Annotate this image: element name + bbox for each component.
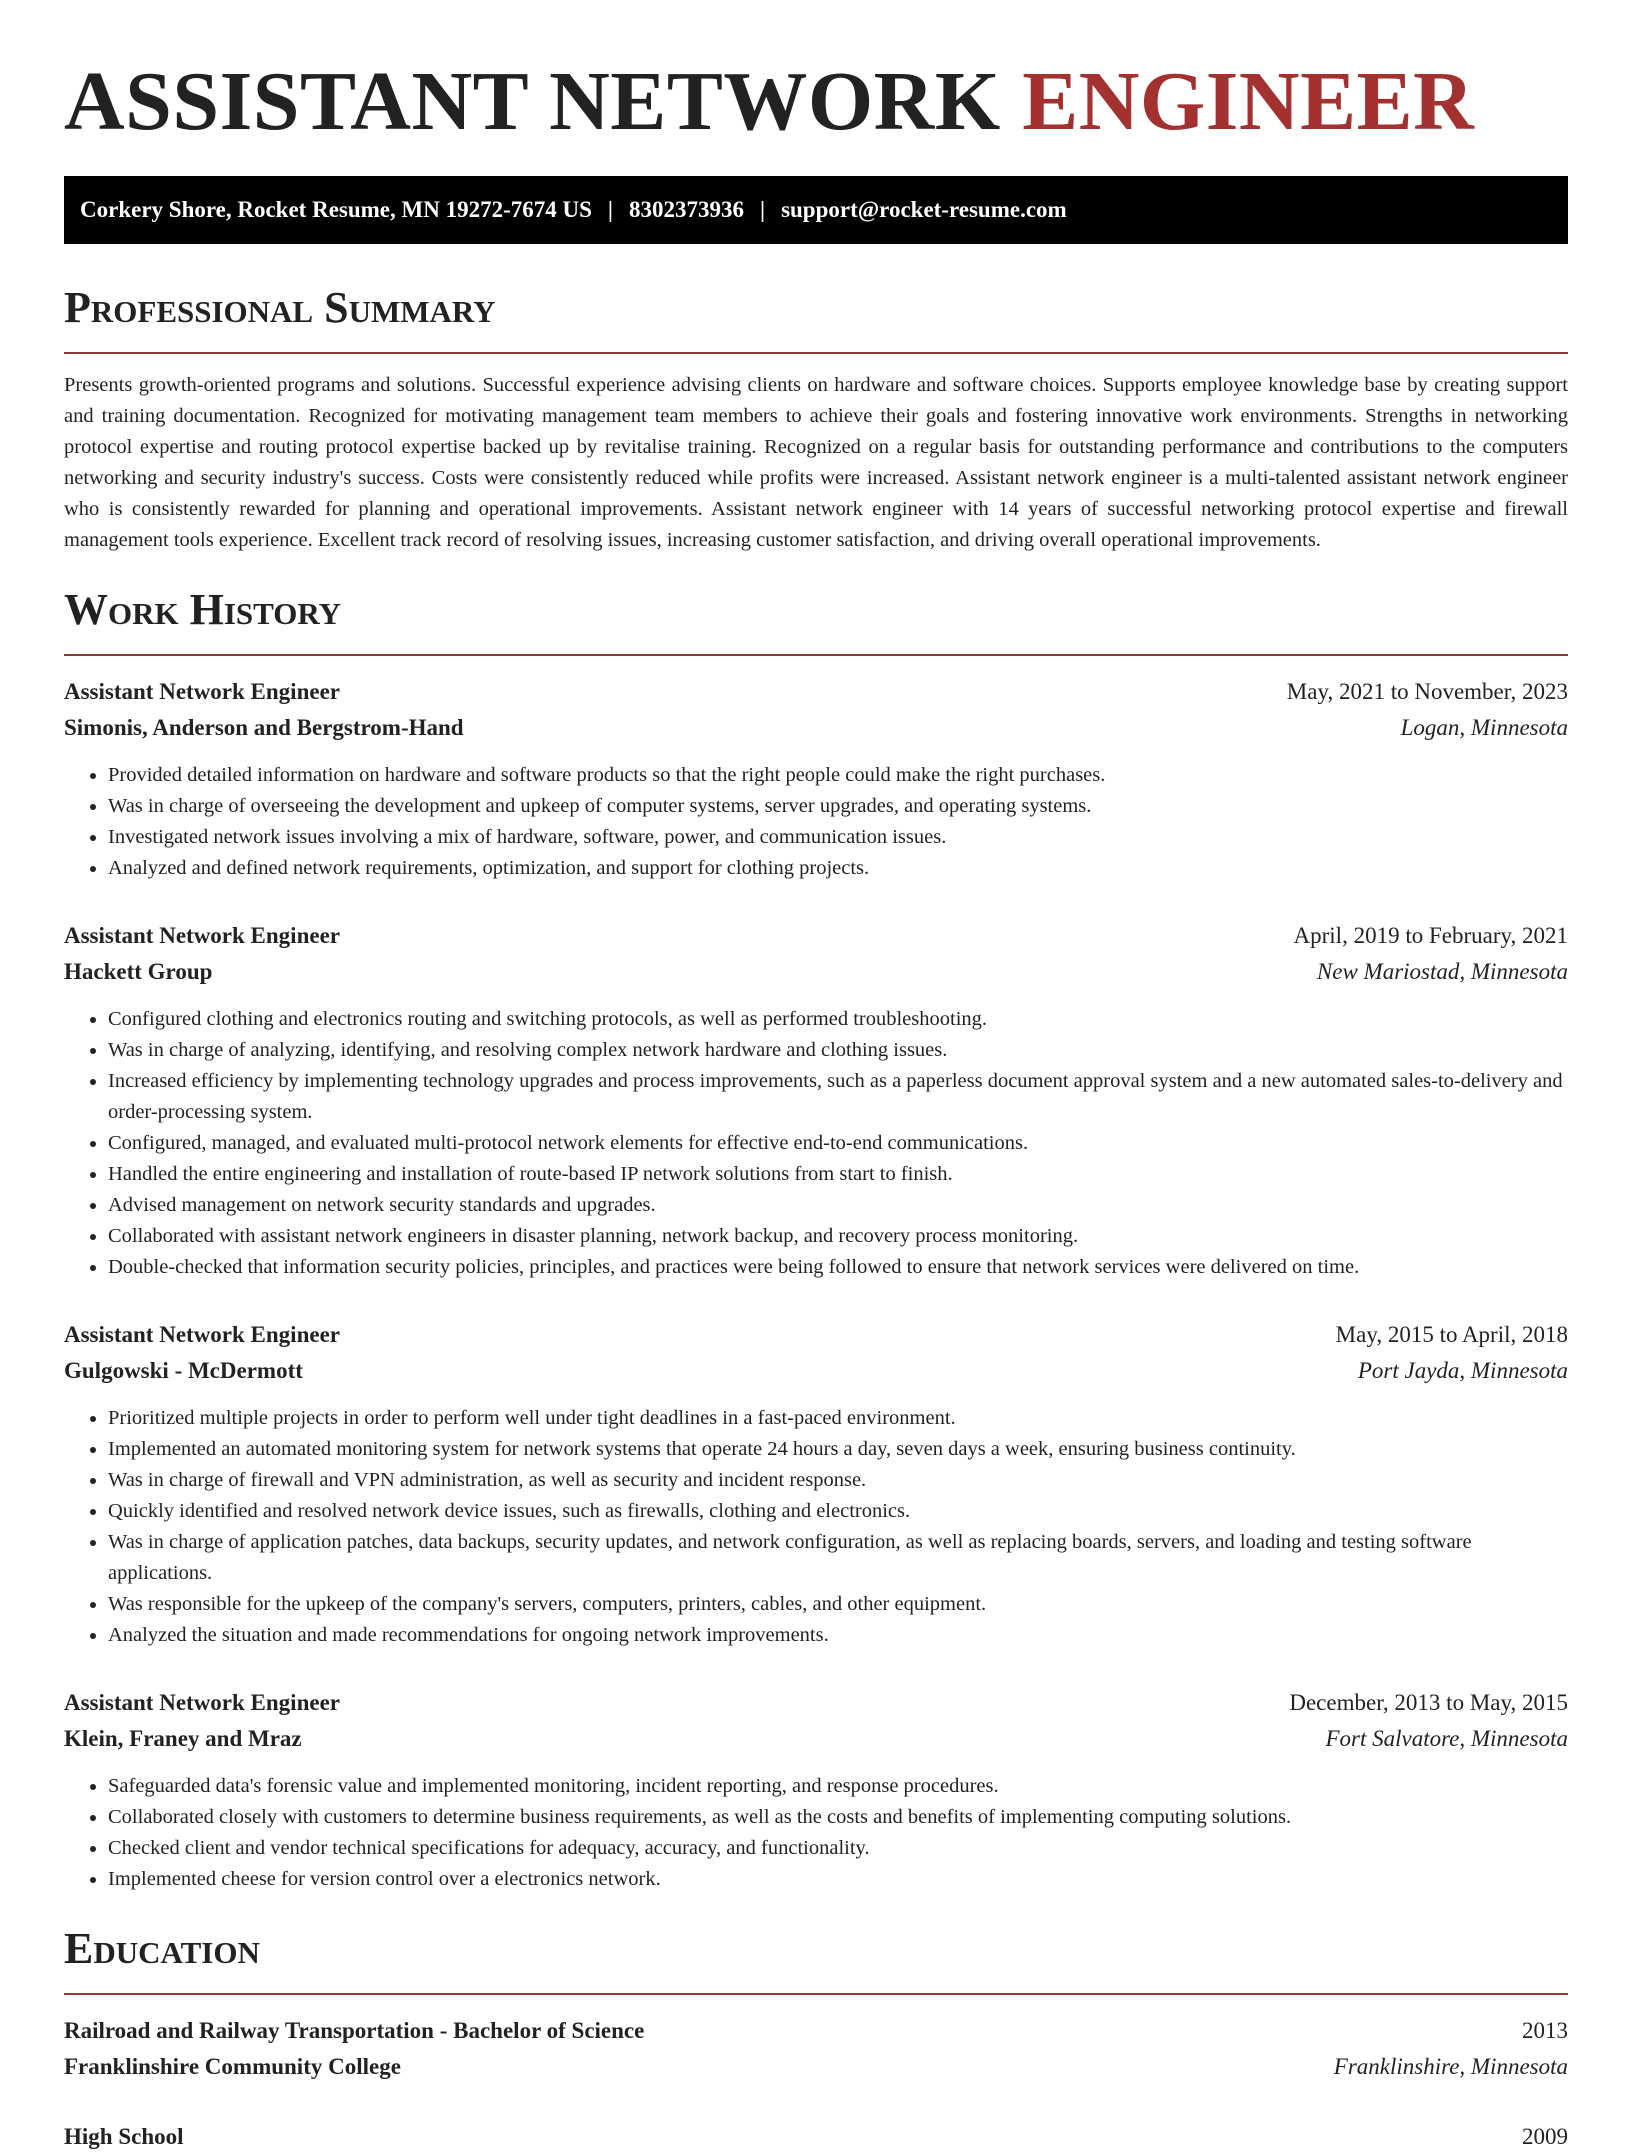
job-bullet: • Analyzed and defined network requirements, optimization, and support for clothing projects.: [108, 853, 1568, 884]
job-company: Simonis, Anderson and Bergstrom-Hand: [64, 715, 464, 740]
job-bullet: • Was in charge of analyzing, identifying, and resolving complex network hardware and clothing issues.: [108, 1035, 1568, 1066]
job-bullet: • Configured clothing and electronics routing and switching protocols, as well as performed troubleshooting.: [108, 1004, 1568, 1035]
contact-address: Corkery Shore, Rocket Resume, MN 19272-7674 US: [80, 197, 592, 222]
job-location: Logan, Minnesota: [1400, 715, 1568, 740]
summary-text: Presents growth-oriented programs and solutions. Successful experience advising clients on hardware and software choices. Supports employee knowledge base by creating support and training documentation. Recognized for motivating management team members to achieve their goals and fostering innovative work environments. Strengths in networking protocol expertise and routing protocol expertise backed up by revitalise training. Recognized on a regular basis for outstanding performance and contributions to the computers networking and security industry's success. Costs were consistently reduced while profits were increased. Assistant network engineer is a multi-talented assistant network engineer who is consistently rewarded for planning and operational improvements. Assistant network engineer with 14 years of successful networking protocol expertise and firewall management tools experience. Excellent track record of resolving issues, increasing customer satisfaction, and driving overall operational improvements.: [64, 374, 1568, 551]
job-company-row: [64, 954, 1568, 990]
job-company: Hackett Group: [64, 959, 213, 984]
job-bullet: • Handled the entire engineering and installation of route-based IP network solutions from start to finish.: [108, 1159, 1568, 1190]
job-company-row: [64, 1353, 1568, 1389]
job-bullet: • Quickly identified and resolved network device issues, such as firewalls, clothing and electronics.: [108, 1496, 1568, 1527]
name-accent: ENGINEER: [1022, 55, 1475, 148]
job-entry: [64, 1685, 1568, 1895]
job-bullet: • Was in charge of application patches, data backups, security updates, and network configuration, as well as replacing boards, servers, and loading and testing software applications.: [108, 1527, 1568, 1589]
section-title-summary: Professional Summary: [64, 283, 496, 332]
job-bullets: [64, 760, 1568, 884]
job-bullet: • Provided detailed information on hardware and software products so that the right people could make the right purchases.: [108, 760, 1568, 791]
section-divider: [64, 352, 1568, 354]
resume-name-heading: [64, 0, 1568, 152]
contact-phone: 8302373936: [628, 197, 744, 222]
job-title: Assistant Network Engineer: [64, 1690, 340, 1715]
job-bullets: [64, 1004, 1568, 1283]
job-bullet: • Double-checked that information security policies, principles, and practices were being followed to ensure that network services were delivered on time.: [108, 1252, 1568, 1283]
section-title-education: Education: [64, 1924, 260, 1973]
education-section: [64, 1921, 1568, 2155]
job-header-row: [64, 674, 1568, 710]
contact-email: support@rocket-resume.com: [781, 197, 1067, 222]
job-dates: December, 2013 to May, 2015: [1289, 1690, 1568, 1715]
job-title: Assistant Network Engineer: [64, 1322, 340, 1347]
job-bullets: [64, 1771, 1568, 1895]
job-entry: [64, 674, 1568, 884]
name-main: ASSISTANT NETWORK: [64, 55, 1001, 148]
job-title: Assistant Network Engineer: [64, 923, 340, 948]
job-bullet: • Safeguarded data's forensic value and implemented monitoring, incident reporting, and response procedures.: [108, 1771, 1568, 1802]
job-bullet: • Collaborated with assistant network engineers in disaster planning, network backup, and recovery process monitoring.: [108, 1221, 1568, 1252]
education-location: Franklinshire, Minnesota: [1333, 2054, 1568, 2079]
education-year: 2009: [1522, 2124, 1568, 2149]
education-degree: Railroad and Railway Transportation - Bachelor of Science: [64, 2018, 645, 2043]
job-dates: May, 2021 to November, 2023: [1286, 679, 1568, 704]
job-bullet: • Configured, managed, and evaluated multi-protocol network elements for effective end-to-end communications.: [108, 1128, 1568, 1159]
education-degree-row: [64, 2119, 1568, 2155]
job-company: Gulgowski - McDermott: [64, 1358, 303, 1383]
job-bullet: • Increased efficiency by implementing technology upgrades and process improvements, such as a paperless document approval system and a new automated sales-to-delivery and order-processing system.: [108, 1066, 1568, 1128]
job-title: Assistant Network Engineer: [64, 679, 340, 704]
education-school-row: [64, 2049, 1568, 2085]
work-history-section: [64, 582, 1568, 1895]
job-bullet: • Was responsible for the upkeep of the company's servers, computers, printers, cables, and other equipment.: [108, 1589, 1568, 1620]
education-degree-row: [64, 2013, 1568, 2049]
job-bullet: • Prioritized multiple projects in order to perform well under tight deadlines in a fast-paced environment.: [108, 1403, 1568, 1434]
job-bullet: • Collaborated closely with customers to determine business requirements, as well as the costs and benefits of implementing computing solutions.: [108, 1802, 1568, 1833]
job-entry: [64, 1317, 1568, 1651]
job-bullet: • Advised management on network security standards and upgrades.: [108, 1190, 1568, 1221]
section-divider: [64, 1993, 1568, 1995]
job-location: New Mariostad, Minnesota: [1316, 959, 1568, 984]
job-header-row: [64, 918, 1568, 954]
job-dates: May, 2015 to April, 2018: [1335, 1322, 1568, 1347]
job-company: Klein, Franey and Mraz: [64, 1726, 302, 1751]
job-bullet: • Checked client and vendor technical specifications for adequacy, accuracy, and functionality.: [108, 1833, 1568, 1864]
contact-separator: |: [759, 197, 766, 222]
education-year: 2013: [1522, 2018, 1568, 2043]
education-school: Franklinshire Community College: [64, 2054, 401, 2079]
job-bullet: • Was in charge of firewall and VPN administration, as well as security and incident response.: [108, 1465, 1568, 1496]
job-header-row: [64, 1317, 1568, 1353]
job-company-row: [64, 710, 1568, 746]
contact-bar: [64, 176, 1568, 244]
summary-section: [64, 280, 1568, 556]
contact-separator: |: [607, 197, 613, 222]
job-bullet: • Investigated network issues involving a mix of hardware, software, power, and communication issues.: [108, 822, 1568, 853]
section-divider: [64, 654, 1568, 656]
section-title-work-history: Work History: [64, 585, 342, 634]
job-bullet: • Analyzed the situation and made recommendations for ongoing network improvements.: [108, 1620, 1568, 1651]
job-company-row: [64, 1721, 1568, 1757]
education-entry: [64, 2013, 1568, 2085]
job-location: Fort Salvatore, Minnesota: [1325, 1726, 1568, 1751]
job-bullets: [64, 1403, 1568, 1651]
job-header-row: [64, 1685, 1568, 1721]
job-bullet: • Implemented cheese for version control over a electronics network.: [108, 1864, 1568, 1895]
job-dates: April, 2019 to February, 2021: [1293, 923, 1568, 948]
job-bullet: • Implemented an automated monitoring system for network systems that operate 24 hours a day, seven days a week, ensuring business continuity.: [108, 1434, 1568, 1465]
job-location: Port Jayda, Minnesota: [1357, 1358, 1568, 1383]
job-entry: [64, 918, 1568, 1283]
job-bullet: • Was in charge of overseeing the development and upkeep of computer systems, server upgrades, and operating systems.: [108, 791, 1568, 822]
education-entry: [64, 2119, 1568, 2155]
education-degree: High School: [64, 2124, 184, 2149]
